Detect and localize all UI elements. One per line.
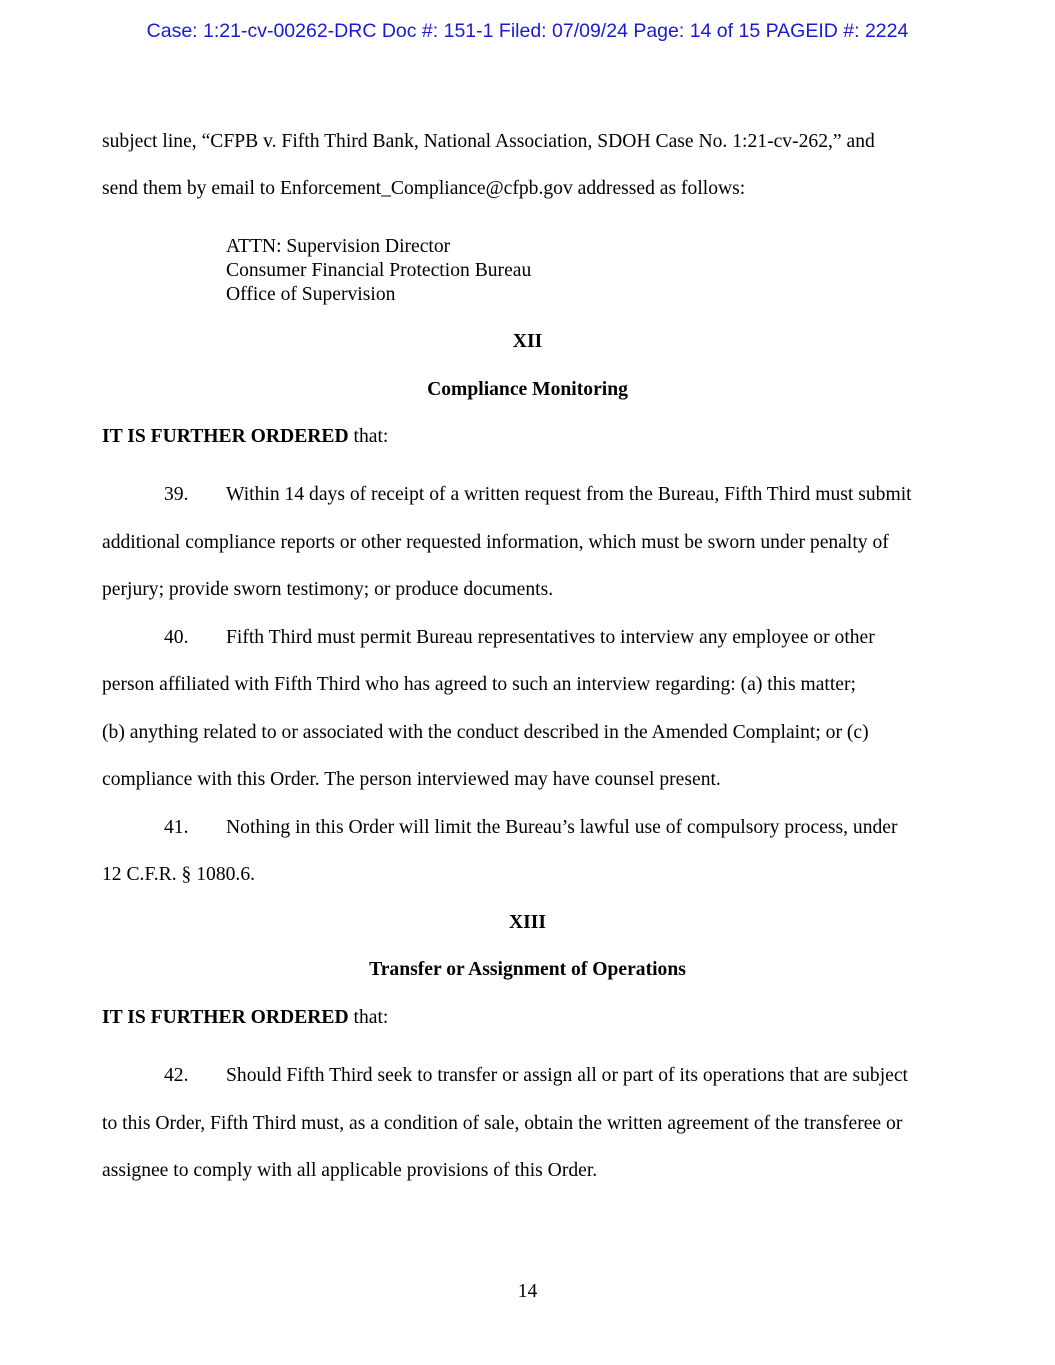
paragraph-42-line-1: Should Fifth Third seek to transfer or assign all or part of its operations that are subject	[226, 1065, 909, 1086]
address-line-3: Office of Supervision	[226, 284, 396, 305]
ordered-bold: IT IS FURTHER ORDERED	[102, 1007, 349, 1028]
paragraph-42-line-2: to this Order, Fifth Third must, as a condition of sale, obtain the written agreement of the transferee or	[102, 1113, 903, 1134]
paragraph-40-line-3: (b) anything related to or associated with the conduct described in the Amended Complaint; or (c)	[102, 722, 869, 743]
paragraph-number-42: 42.	[164, 1065, 189, 1086]
intro-line-1: subject line, “CFPB v. Fifth Third Bank, National Association, SDOH Case No. 1:21-cv-262,” and	[102, 131, 875, 152]
paragraph-39-line-3: perjury; provide sworn testimony; or produce documents.	[102, 579, 554, 600]
paragraph-number-41: 41.	[164, 817, 189, 838]
section-title-compliance-monitoring: Compliance Monitoring	[427, 379, 628, 400]
paragraph-number-39: 39.	[164, 484, 189, 505]
page-number: 14	[517, 1281, 538, 1302]
paragraph-40-line-2: person affiliated with Fifth Third who has agreed to such an interview regarding: (a) this matter;	[102, 674, 856, 695]
ordered-line-xiii	[102, 1006, 388, 1030]
paragraph-42-line-3: assignee to comply with all applicable provisions of this Order.	[102, 1160, 598, 1181]
paragraph-41-line-2: 12 C.F.R. § 1080.6.	[102, 864, 256, 885]
ordered-bold: IT IS FURTHER ORDERED	[102, 426, 349, 447]
case-header: Case: 1:21-cv-00262-DRC Doc #: 151-1 Filed: 07/09/24 Page: 14 of 15 PAGEID #: 2224	[146, 20, 909, 42]
address-line-1: ATTN: Supervision Director	[226, 236, 451, 257]
paragraph-39-line-2: additional compliance reports or other requested information, which must be sworn under penalty of	[102, 532, 889, 553]
paragraph-number-40: 40.	[164, 627, 189, 648]
ordered-rest: that:	[348, 426, 389, 447]
paragraph-41-line-1: Nothing in this Order will limit the Bureau’s lawful use of compulsory process, under	[226, 817, 898, 838]
section-title-transfer: Transfer or Assignment of Operations	[369, 959, 686, 980]
section-numeral-xiii: XIII	[508, 912, 547, 933]
intro-line-2: send them by email to Enforcement_Compliance@cfpb.gov addressed as follows:	[102, 178, 746, 199]
ordered-rest: that:	[348, 1007, 389, 1028]
paragraph-40-line-1: Fifth Third must permit Bureau representatives to interview any employee or other	[226, 627, 875, 648]
address-line-2: Consumer Financial Protection Bureau	[226, 260, 532, 281]
paragraph-40-line-4: compliance with this Order. The person interviewed may have counsel present.	[102, 769, 721, 790]
section-numeral-xii: XII	[512, 331, 543, 352]
paragraph-39-line-1: Within 14 days of receipt of a written request from the Bureau, Fifth Third must submit	[226, 484, 912, 505]
ordered-line-xii	[102, 425, 388, 449]
